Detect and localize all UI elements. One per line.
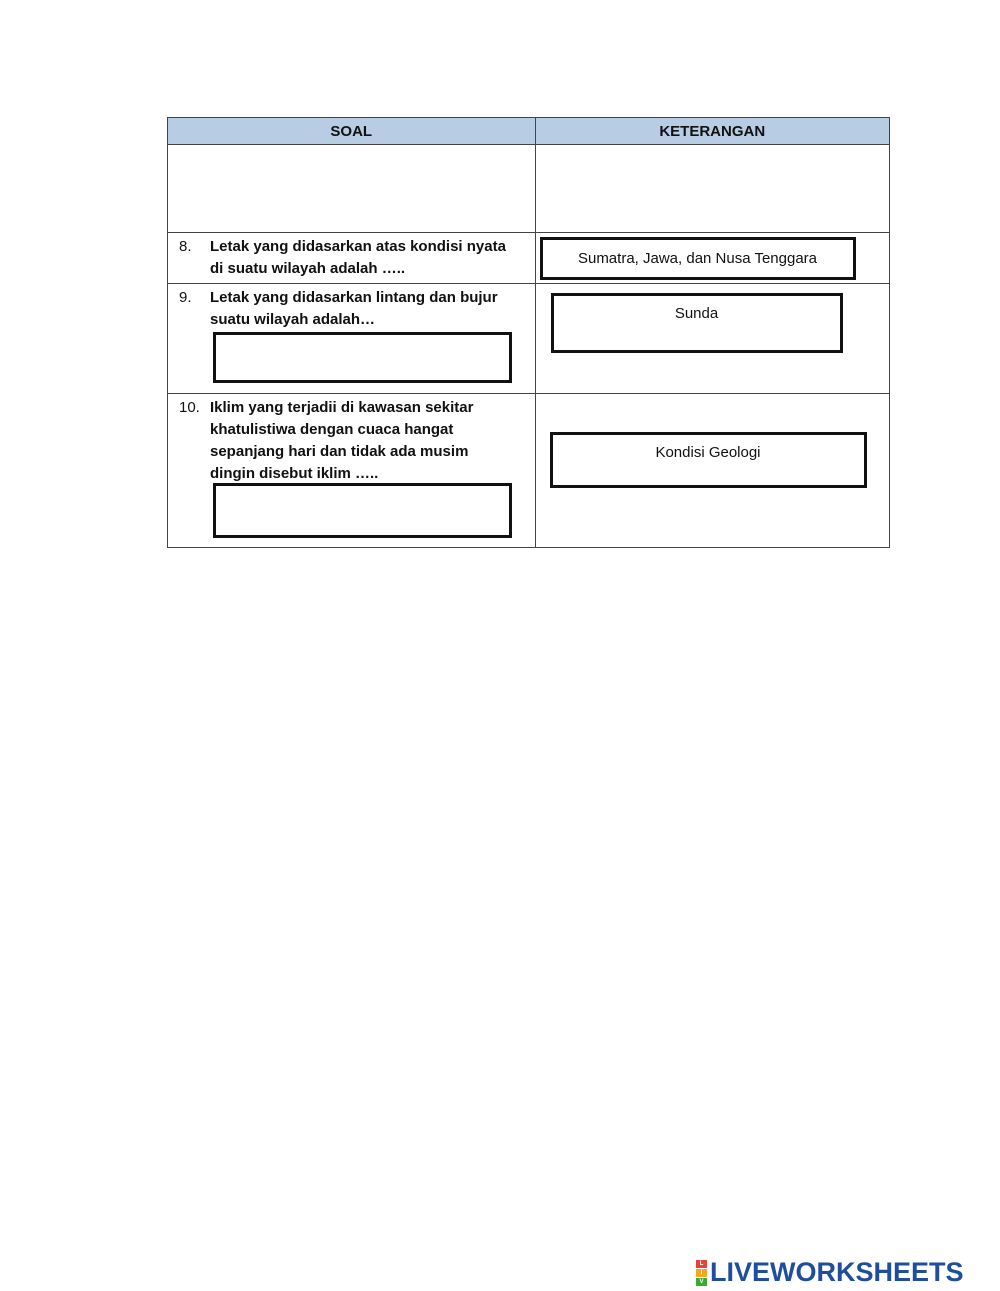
cell-empty-soal <box>168 145 536 233</box>
table-row-question-9 <box>168 284 890 394</box>
logo-mark-icon <box>696 1260 707 1286</box>
cell-keterangan-9 <box>535 284 890 394</box>
answer-option-sumatra[interactable] <box>540 237 856 280</box>
answer-option-label: Sumatra, Jawa, dan Nusa Tenggara <box>577 250 818 267</box>
cell-keterangan-8 <box>535 233 890 284</box>
table-row-question-10 <box>168 394 890 548</box>
question-text: Letak yang didasarkan lintang dan bujur suatu wilayah adalah… <box>210 289 498 328</box>
worksheet-table <box>167 117 890 548</box>
table-header-row <box>168 118 890 145</box>
answer-option-label: Sunda <box>674 305 719 322</box>
question-number: 8. <box>179 238 192 255</box>
logo-block: L <box>696 1260 707 1268</box>
cell-question-8 <box>168 233 536 284</box>
cell-question-10 <box>168 394 536 548</box>
logo-text: LIVEWORKSHEETS <box>710 1257 964 1287</box>
logo-block: V <box>696 1278 707 1286</box>
answer-option-kondisi-geologi[interactable] <box>550 432 867 488</box>
table-row-empty <box>168 145 890 233</box>
question-text: Iklim yang terjadii di kawasan sekitar khatulistiwa dengan cuaca hangat sepanjang hari dan tidak ada musim dingin disebut iklim ….. <box>210 399 474 482</box>
answer-option-label: Kondisi Geologi <box>655 444 761 461</box>
answer-drop-box-9[interactable] <box>213 332 512 383</box>
question-text: Letak yang didasarkan atas kondisi nyata di suatu wilayah adalah ….. <box>210 238 506 277</box>
column-header-keterangan: KETERANGAN <box>535 118 890 145</box>
question-number: 10. <box>179 399 200 416</box>
answer-drop-box-10[interactable] <box>213 483 512 538</box>
cell-question-9 <box>168 284 536 394</box>
liveworksheets-logo <box>696 1257 964 1288</box>
table-row-question-8 <box>168 233 890 284</box>
cell-keterangan-10 <box>535 394 890 548</box>
answer-option-sunda[interactable] <box>551 293 843 353</box>
logo-block: I <box>696 1269 707 1277</box>
question-number: 9. <box>179 289 192 306</box>
column-header-soal: SOAL <box>168 118 536 145</box>
cell-empty-keterangan <box>535 145 890 233</box>
